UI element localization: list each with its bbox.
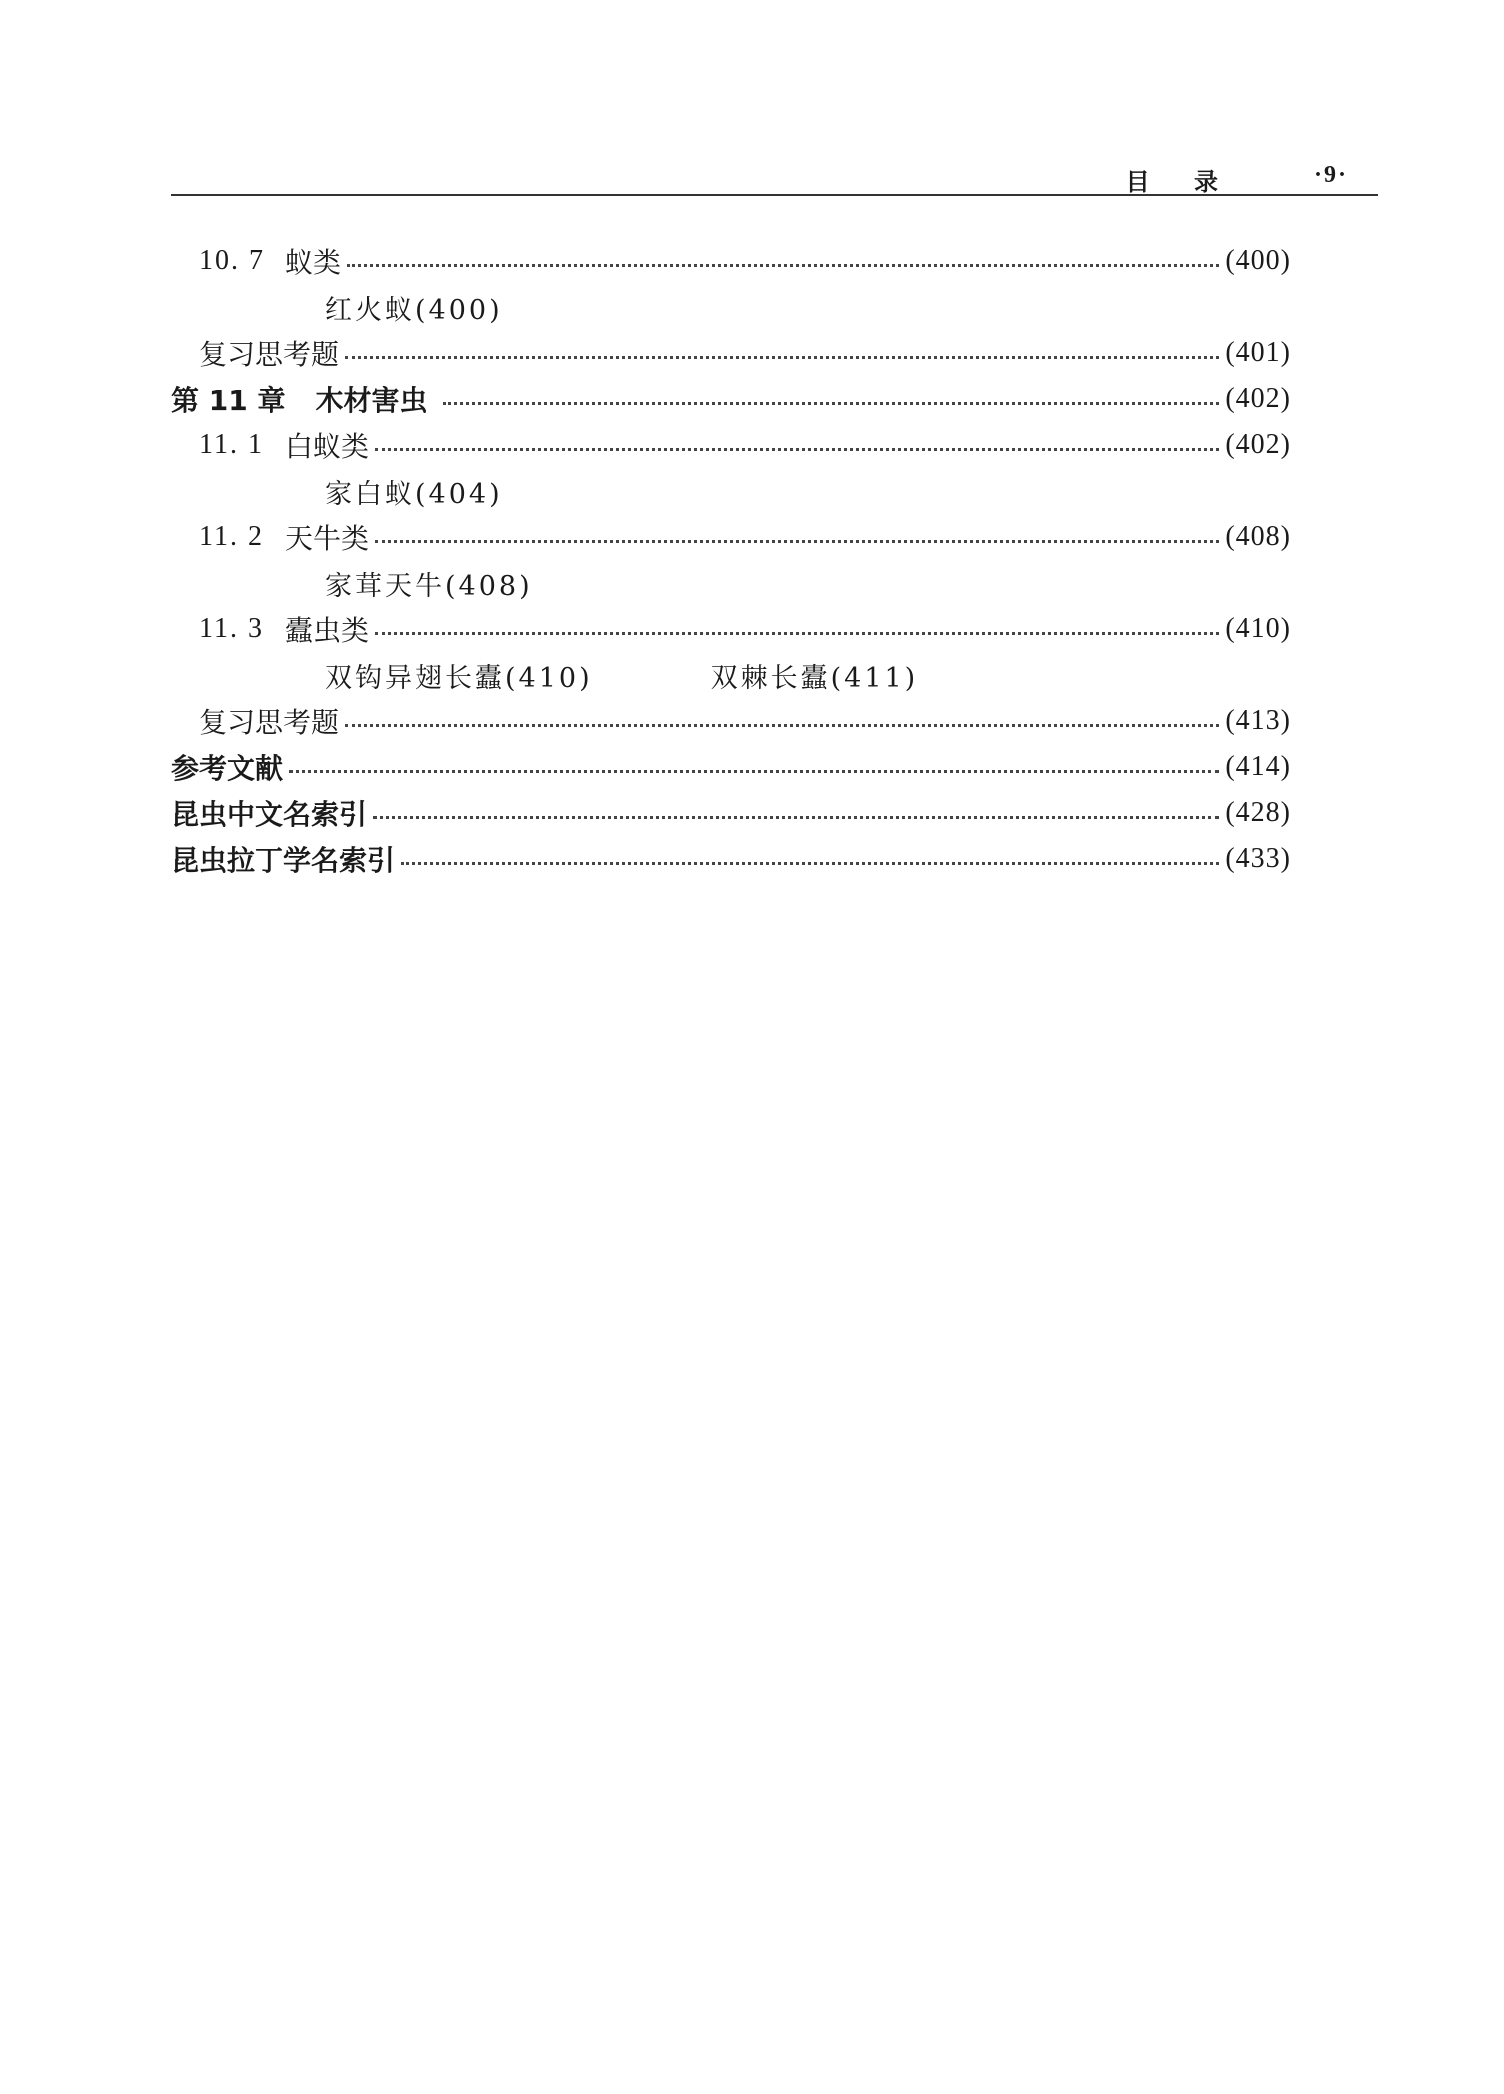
toc-entry-review-2[interactable] (171, 698, 1291, 744)
section-title: 昆虫中文名索引 (171, 798, 368, 831)
page-ref: (433) (1225, 843, 1291, 874)
toc-entry-review-1[interactable] (171, 330, 1291, 376)
page-ref: (402) (1225, 383, 1291, 414)
toc-entry-chapter-11[interactable] (171, 376, 1291, 422)
page-ref: (402) (1225, 429, 1291, 460)
page-ref: (401) (1225, 337, 1291, 368)
species-list-11-2 (171, 560, 1291, 606)
section-title: 天牛类 (285, 522, 370, 555)
running-header (171, 158, 1378, 196)
species-entry[interactable]: 双钩异翅长蠹(410) (325, 662, 593, 694)
page-ref: (408) (1225, 521, 1291, 552)
page-ref: (428) (1225, 797, 1291, 828)
dot-leader (373, 816, 1219, 819)
species-entry[interactable]: 双棘长蠹(411) (710, 662, 919, 694)
page-number: ·9· (1313, 162, 1348, 188)
section-number: 11. 1 (199, 429, 264, 460)
section-number: 11. 3 (199, 613, 264, 644)
dot-leader (375, 632, 1219, 635)
dot-leader (375, 448, 1219, 451)
table-of-contents (171, 238, 1291, 882)
dot-leader (347, 264, 1219, 267)
chapter-label: 第 11 章 (171, 384, 286, 417)
species-entry[interactable]: 红火蚁(400) (325, 294, 503, 326)
section-number: 11. 2 (199, 521, 264, 552)
dot-leader (375, 540, 1219, 543)
species-list-10-7 (171, 284, 1291, 330)
species-entry[interactable]: 家白蚁(404) (325, 478, 503, 510)
page-ref: (410) (1225, 613, 1291, 644)
species-entry[interactable]: 家茸天牛(408) (325, 570, 533, 602)
toc-entry-11-3[interactable] (171, 606, 1291, 652)
section-title: 蠹虫类 (285, 614, 370, 647)
chapter-title: 木材害虫 (315, 384, 428, 417)
dot-leader (345, 724, 1219, 727)
toc-entry-10-7[interactable] (171, 238, 1291, 284)
dot-leader (401, 862, 1219, 865)
header-title: 目 录 (1125, 168, 1236, 196)
toc-entry-index-chinese[interactable] (171, 790, 1291, 836)
toc-entry-index-latin[interactable] (171, 836, 1291, 882)
section-title: 复习思考题 (199, 706, 340, 739)
species-list-11-3 (171, 652, 1291, 698)
section-number: 10. 7 (199, 245, 265, 276)
page-ref: (400) (1225, 245, 1291, 276)
page-ref: (414) (1225, 751, 1291, 782)
dot-leader (345, 356, 1219, 359)
toc-entry-11-2[interactable] (171, 514, 1291, 560)
page-ref: (413) (1225, 705, 1291, 736)
toc-entry-11-1[interactable] (171, 422, 1291, 468)
section-title: 白蚁类 (285, 430, 370, 463)
section-title: 昆虫拉丁学名索引 (171, 844, 396, 877)
section-title: 复习思考题 (199, 338, 340, 371)
dot-leader (289, 770, 1219, 773)
section-title: 参考文献 (171, 752, 284, 785)
dot-leader (443, 402, 1219, 405)
toc-entry-references[interactable] (171, 744, 1291, 790)
section-title: 蚁类 (285, 246, 342, 279)
species-list-11-1 (171, 468, 1291, 514)
